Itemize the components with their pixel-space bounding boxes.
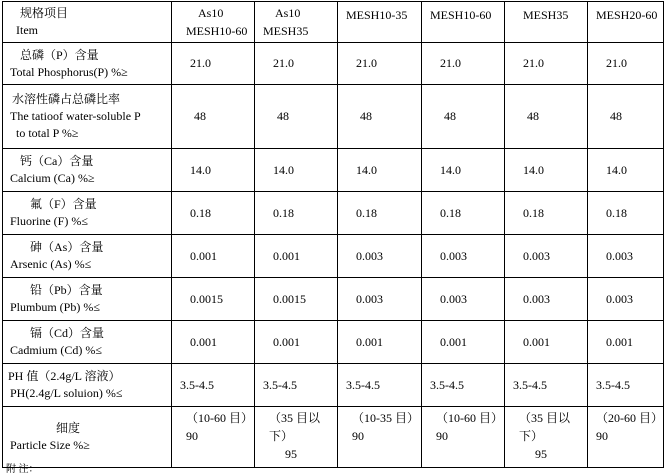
column-header: MESH20-60 <box>588 2 664 43</box>
table-row <box>3 364 664 407</box>
row-label: 细度 Particle Size %≥ <box>3 407 172 468</box>
row-label: 铅（Pb）含量 Plumbum (Pb) %≤ <box>3 278 172 321</box>
table-row <box>3 192 664 235</box>
value-cell: 48 <box>588 85 664 149</box>
value-cell: 14.0 <box>505 149 588 192</box>
row-label: 镉（Cd）含量 Cadmium (Cd) %≤ <box>3 321 172 364</box>
column-header: As10 MESH35 <box>255 2 338 43</box>
value-cell: 14.0 <box>172 149 255 192</box>
value-cell: 0.18 <box>338 192 422 235</box>
table-row <box>3 321 664 364</box>
value-cell: 0.18 <box>505 192 588 235</box>
value-cell: 0.0015 <box>172 278 255 321</box>
value-cell: 0.003 <box>505 235 588 278</box>
value-cell: 0.003 <box>338 235 422 278</box>
value-cell: 0.18 <box>172 192 255 235</box>
row-label: 总磷（P）含量 Total Phosphorus(P) %≥ <box>3 43 172 85</box>
value-cell: 21.0 <box>172 43 255 85</box>
value-cell: 0.003 <box>588 278 664 321</box>
row-label: PH 值（2.4g/L 溶液） PH(2.4g/L soluion) %≤ <box>3 364 172 407</box>
row-label: 氟（F）含量 Fluorine (F) %≤ <box>3 192 172 235</box>
particle-cell: （35 目以 下） 95 <box>255 407 338 468</box>
header-item-zh: 规格项目 <box>20 6 69 20</box>
column-header: As10 MESH10-60 <box>172 2 255 43</box>
value-cell: 0.001 <box>255 321 338 364</box>
value-cell: 48 <box>338 85 422 149</box>
value-cell: 3.5-4.5 <box>255 364 338 407</box>
particle-cell: （10-60 目） 90 <box>422 407 505 468</box>
value-cell: 0.001 <box>338 321 422 364</box>
value-cell: 0.003 <box>338 278 422 321</box>
value-cell: 0.003 <box>588 235 664 278</box>
column-header: MESH35 <box>505 2 588 43</box>
particle-size-row <box>3 407 664 468</box>
value-cell: 3.5-4.5 <box>422 364 505 407</box>
header-row <box>3 2 664 43</box>
value-cell: 21.0 <box>505 43 588 85</box>
particle-cell: （10-60 目） 90 <box>172 407 255 468</box>
value-cell: 0.001 <box>172 321 255 364</box>
value-cell: 14.0 <box>588 149 664 192</box>
row-label: 砷（As）含量 Arsenic (As) %≤ <box>3 235 172 278</box>
particle-cell: （10-35 目） 90 <box>338 407 422 468</box>
row-label: 水溶性磷占总磷比率 The tatioof water-soluble P to total P %≥ <box>3 85 172 149</box>
value-cell: 48 <box>505 85 588 149</box>
value-cell: 0.003 <box>422 278 505 321</box>
table-row <box>3 235 664 278</box>
value-cell: 0.001 <box>255 235 338 278</box>
particle-cell: （20-60 目） 90 <box>588 407 664 468</box>
value-cell: 0.001 <box>422 321 505 364</box>
value-cell: 0.18 <box>422 192 505 235</box>
value-cell: 3.5-4.5 <box>338 364 422 407</box>
footnote: 附 注： <box>6 464 39 475</box>
value-cell: 14.0 <box>422 149 505 192</box>
table-row <box>3 85 664 149</box>
value-cell: 21.0 <box>255 43 338 85</box>
table-row <box>3 43 664 85</box>
row-label: 钙（Ca）含量 Calcium (Ca) %≥ <box>3 149 172 192</box>
value-cell: 48 <box>255 85 338 149</box>
spec-table <box>2 1 664 468</box>
value-cell: 3.5-4.5 <box>588 364 664 407</box>
value-cell: 48 <box>172 85 255 149</box>
header-item-cell <box>3 2 172 43</box>
value-cell: 0.003 <box>505 278 588 321</box>
value-cell: 0.001 <box>172 235 255 278</box>
value-cell: 0.001 <box>588 321 664 364</box>
value-cell: 3.5-4.5 <box>505 364 588 407</box>
value-cell: 0.18 <box>255 192 338 235</box>
value-cell: 0.18 <box>588 192 664 235</box>
value-cell: 0.003 <box>422 235 505 278</box>
particle-cell: （35 目以 下） 95 <box>505 407 588 468</box>
value-cell: 14.0 <box>338 149 422 192</box>
column-header: MESH10-60 <box>422 2 505 43</box>
value-cell: 21.0 <box>338 43 422 85</box>
header-item-en: Item <box>16 23 38 37</box>
value-cell: 0.001 <box>505 321 588 364</box>
table-row <box>3 149 664 192</box>
value-cell: 0.0015 <box>255 278 338 321</box>
value-cell: 14.0 <box>255 149 338 192</box>
value-cell: 48 <box>422 85 505 149</box>
value-cell: 21.0 <box>422 43 505 85</box>
column-header: MESH10-35 <box>338 2 422 43</box>
table-row <box>3 278 664 321</box>
value-cell: 21.0 <box>588 43 664 85</box>
value-cell: 3.5-4.5 <box>172 364 255 407</box>
